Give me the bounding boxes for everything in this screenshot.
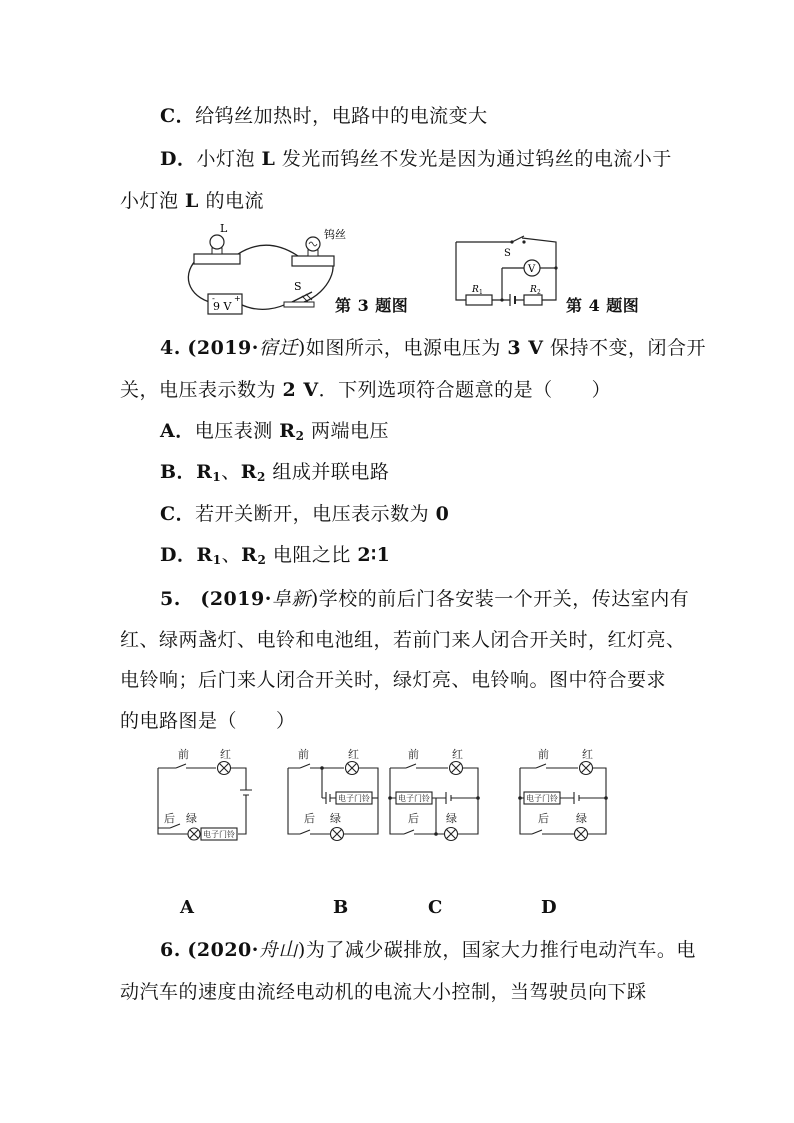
battery-plus: + xyxy=(234,294,241,303)
symbol-R: R xyxy=(240,461,258,483)
option-letter: A． xyxy=(160,420,195,442)
question-source-year: (2019· xyxy=(187,337,259,359)
option-text: 若开关断开，电压表示数为 xyxy=(195,503,436,525)
option-letter: B． xyxy=(160,461,197,483)
r2-label: R xyxy=(530,285,537,295)
subscript: 2 xyxy=(257,470,266,484)
option-letter: D． xyxy=(160,148,197,170)
option-text: 发光而钨丝不发光是因为通过钨丝的电流小于 xyxy=(275,148,672,170)
subscript: 2 xyxy=(295,429,305,443)
subscript: 1 xyxy=(212,470,222,484)
q3-option-d-cont xyxy=(120,189,264,213)
battery-minus: - xyxy=(212,294,215,303)
switch-label: S xyxy=(294,280,302,293)
front-door-label: 前 xyxy=(408,748,419,761)
value: 2∶1 xyxy=(357,544,391,566)
r1-subscript: 1 xyxy=(479,289,483,296)
bell-label: 电子门铃 xyxy=(203,830,235,839)
q3-option-d xyxy=(160,147,672,171)
front-door-label: 前 xyxy=(538,748,549,761)
q4-stem-line2 xyxy=(120,378,611,402)
question-text: ．下列选项符合题意的是（ ） xyxy=(318,379,612,401)
symbol-R: R xyxy=(279,420,296,442)
bell-label: 电子门铃 xyxy=(398,794,430,803)
option-label-c: C xyxy=(428,897,443,918)
caption-number: 4 xyxy=(588,296,601,315)
red-lamp-label: 红 xyxy=(220,748,231,761)
q4-stem-line1 xyxy=(160,336,706,360)
back-door-label: 后 xyxy=(164,812,175,825)
caption-number: 3 xyxy=(357,296,370,315)
option-text: 的电流 xyxy=(198,190,264,212)
option-text: 小灯泡 xyxy=(120,190,186,212)
red-lamp-label: 红 xyxy=(582,748,593,761)
caption-text: 第 xyxy=(566,296,589,315)
question-source-year: (2019· xyxy=(180,588,272,610)
q5-stem-line3: 电铃响；后门来人闭合开关时，绿灯亮、电铃响。图中符合要求 xyxy=(120,669,667,691)
question-source: 舟山 xyxy=(258,939,298,961)
caption-text: 题图 xyxy=(600,296,640,315)
circuit-a xyxy=(158,762,252,841)
option-label-b: B xyxy=(333,897,349,918)
red-lamp-label: 红 xyxy=(452,748,463,761)
option-text: 电压表测 xyxy=(194,420,280,442)
option-label-d: D xyxy=(541,897,557,918)
q4-option-c xyxy=(160,502,449,526)
front-door-label: 前 xyxy=(178,748,189,761)
q6-stem-line1 xyxy=(160,938,696,962)
q3-option-c xyxy=(160,104,488,128)
question-source-year: (2020· xyxy=(187,939,259,961)
symbol-R: R xyxy=(241,544,258,566)
option-letter: D． xyxy=(160,544,197,566)
option-label-a: A xyxy=(180,897,194,918)
q6-stem-line2: 动汽车的速度由流经电动机的电流大小控制，当驾驶员向下踩 xyxy=(120,981,647,1003)
back-door-label: 后 xyxy=(304,812,315,825)
value: 2 V xyxy=(282,379,319,401)
tungsten-wire-label: 钨丝 xyxy=(324,228,346,241)
figure-4-circuit xyxy=(452,230,564,312)
subscript: 2 xyxy=(257,553,267,567)
option-letter: C． xyxy=(160,503,196,525)
question-text: )如图所示，电源电压为 xyxy=(297,337,508,359)
r1-label: R xyxy=(472,285,479,295)
symbol-R: R xyxy=(196,544,213,566)
option-text: 给钨丝加热时，电路中的电流变大 xyxy=(195,105,488,127)
option-text: 小灯泡 xyxy=(196,148,262,170)
q4-option-a xyxy=(160,419,389,448)
lamp-label: L xyxy=(220,222,228,235)
switch-label: S xyxy=(504,248,511,259)
option-text: 、 xyxy=(221,544,242,566)
front-door-label: 前 xyxy=(298,748,309,761)
voltmeter-label: V xyxy=(528,264,536,275)
subscript: 1 xyxy=(212,553,222,567)
bell-label: 电子门铃 xyxy=(338,794,370,803)
q4-option-b xyxy=(160,460,389,489)
r2-subscript: 2 xyxy=(537,289,541,296)
symbol-L: L xyxy=(185,190,199,212)
caption-text: 题图 xyxy=(369,296,409,315)
circuit-options xyxy=(0,740,794,880)
question-text: )学校的前后门各安装一个开关，传达室内有 xyxy=(310,588,690,610)
figure-4-caption xyxy=(566,294,639,318)
green-lamp-label: 绿 xyxy=(576,812,587,825)
option-text: 两端电压 xyxy=(304,420,389,442)
question-text: 关，电压表示数为 xyxy=(120,379,283,401)
question-text: 保持不变，闭合开 xyxy=(543,337,706,359)
figure-3-caption xyxy=(335,294,408,318)
question-source: 宿迁 xyxy=(258,337,298,359)
red-lamp-label: 红 xyxy=(348,748,359,761)
question-number: 4. xyxy=(160,337,181,359)
option-text: 组成并联电路 xyxy=(265,461,390,483)
question-text: )为了减少碳排放，国家大力推行电动汽车。电 xyxy=(297,939,696,961)
symbol-L: L xyxy=(261,148,276,170)
green-lamp-label: 绿 xyxy=(186,812,197,825)
q5-stem-line2: 红、绿两盏灯、电铃和电池组，若前门来人闭合开关时，红灯亮、 xyxy=(120,629,686,651)
value: 3 V xyxy=(507,337,544,359)
symbol-R: R xyxy=(196,461,213,483)
green-lamp-label: 绿 xyxy=(446,812,457,825)
battery-label: 9 V xyxy=(213,300,232,313)
option-text: 、 xyxy=(221,461,241,483)
q4-option-d xyxy=(160,543,390,572)
value: 0 xyxy=(435,503,450,525)
bell-label: 电子门铃 xyxy=(526,794,558,803)
option-text: 电阻之比 xyxy=(266,544,358,566)
question-number: 5. xyxy=(160,588,181,610)
caption-text: 第 xyxy=(335,296,358,315)
q5-stem-line1 xyxy=(160,587,689,611)
question-source: 阜新 xyxy=(271,588,311,610)
green-lamp-label: 绿 xyxy=(330,812,341,825)
option-letter: C． xyxy=(160,105,196,127)
back-door-label: 后 xyxy=(538,812,549,825)
q5-stem-line4: 的电路图是（ ） xyxy=(120,710,296,732)
question-number: 6. xyxy=(160,939,181,961)
back-door-label: 后 xyxy=(408,812,419,825)
